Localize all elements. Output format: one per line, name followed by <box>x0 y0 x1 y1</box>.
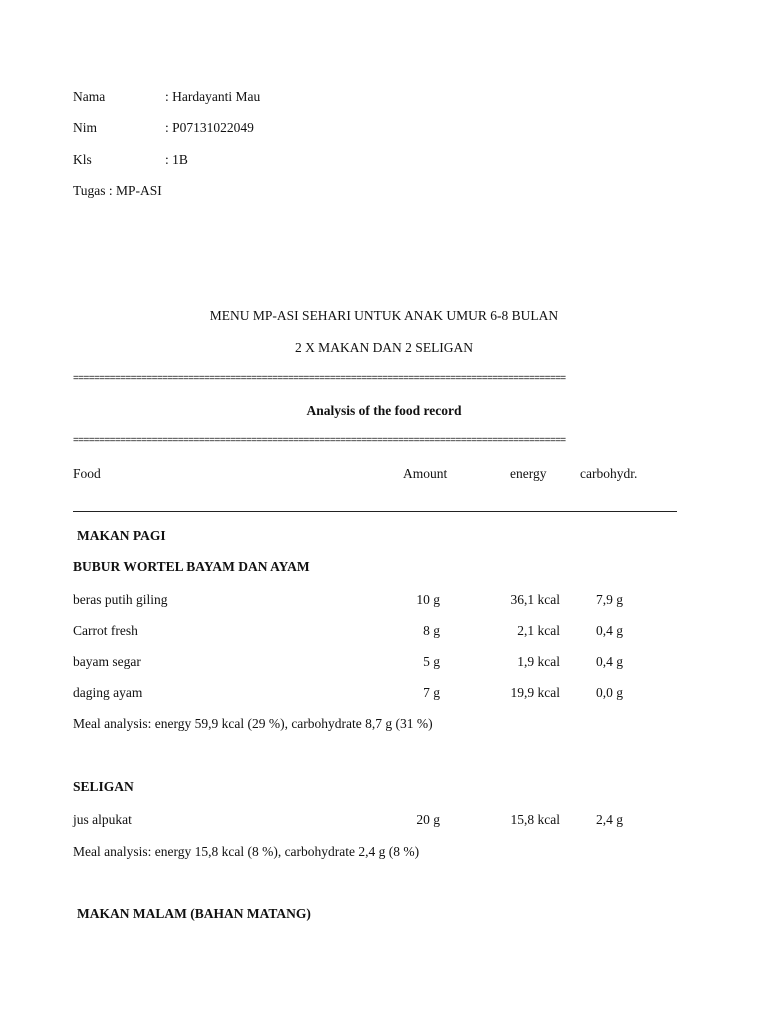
food-name: beras putih giling <box>73 592 168 607</box>
col-amount: Amount <box>403 466 448 481</box>
food-name: bayam segar <box>73 654 141 669</box>
separator-top: ============================================================================================== <box>73 375 566 383</box>
nama-label: Nama <box>73 89 106 104</box>
food-name: Carrot fresh <box>73 623 138 638</box>
nim-label: Nim <box>73 120 98 135</box>
food-amount: 20 g <box>416 812 440 827</box>
separator-bottom: ============================================================================================== <box>73 437 566 445</box>
food-energy: 15,8 kcal <box>510 812 560 827</box>
food-name: daging ayam <box>73 685 143 700</box>
food-amount: 5 g <box>423 654 440 669</box>
col-food: Food <box>73 466 101 481</box>
section-subheading: BUBUR WORTEL BAYAM DAN AYAM <box>73 559 310 574</box>
food-amount: 7 g <box>423 685 440 700</box>
menu-title: MENU MP-ASI SEHARI UNTUK ANAK UMUR 6-8 BULAN <box>209 308 559 323</box>
food-name: jus alpukat <box>73 812 132 827</box>
food-carb: 0,0 g <box>596 685 623 700</box>
section-heading: SELIGAN <box>73 779 134 794</box>
food-amount: 8 g <box>423 623 440 638</box>
kls-label: Kls <box>73 152 92 167</box>
food-energy: 36,1 kcal <box>510 592 560 607</box>
analysis-title: Analysis of the food record <box>306 403 462 418</box>
meal-analysis: Meal analysis: energy 15,8 kcal (8 %), carbohydrate 2,4 g (8 %) <box>73 844 420 859</box>
nama-value: : Hardayanti Mau <box>165 89 261 104</box>
section-heading: MAKAN MALAM (BAHAN MATANG) <box>77 906 311 921</box>
food-carb: 7,9 g <box>596 592 623 607</box>
tugas-line: Tugas : MP-ASI <box>73 183 162 198</box>
food-energy: 2,1 kcal <box>517 623 560 638</box>
kls-value: : 1B <box>165 152 188 167</box>
food-carb: 0,4 g <box>596 623 623 638</box>
col-carb: carbohydr. <box>580 466 638 481</box>
menu-subtitle: 2 X MAKAN DAN 2 SELIGAN <box>294 340 474 355</box>
section-heading: MAKAN PAGI <box>77 528 166 543</box>
food-carb: 0,4 g <box>596 654 623 669</box>
nim-value: : P07131022049 <box>165 120 254 135</box>
food-energy: 19,9 kcal <box>510 685 560 700</box>
col-energy: energy <box>510 466 547 481</box>
header-rule <box>73 511 677 512</box>
food-carb: 2,4 g <box>596 812 623 827</box>
food-energy: 1,9 kcal <box>517 654 560 669</box>
meal-analysis: Meal analysis: energy 59,9 kcal (29 %), carbohydrate 8,7 g (31 %) <box>73 716 433 731</box>
food-amount: 10 g <box>416 592 440 607</box>
